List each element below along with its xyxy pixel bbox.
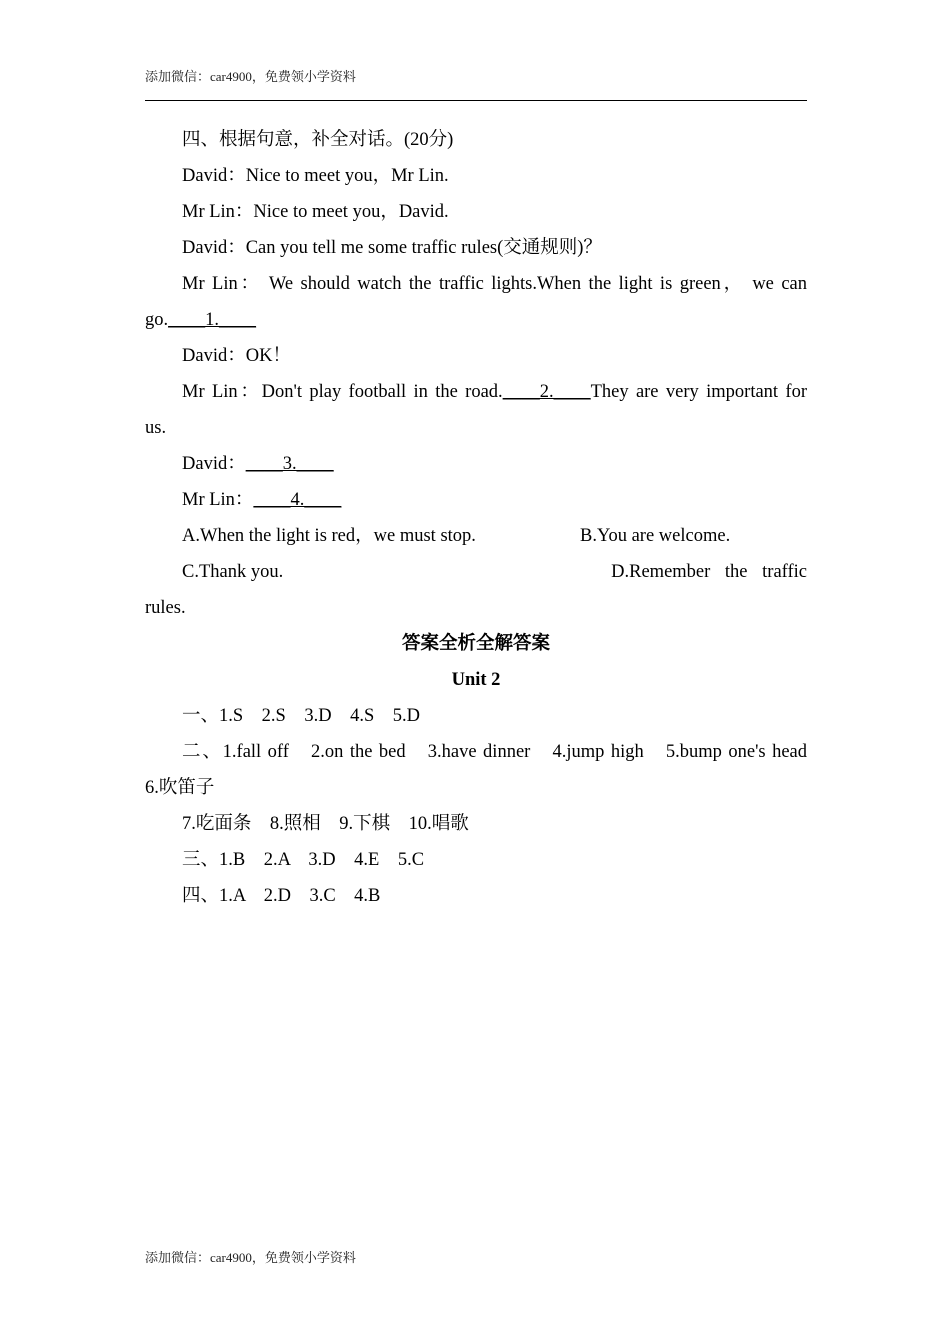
dialogue-text: They are very important for — [590, 382, 807, 402]
dialogue-line: Mr Lin：Nice to meet you，David. — [182, 202, 449, 222]
dialogue-line: David：OK！ — [182, 346, 291, 366]
dialogue-line: David：Can you tell me some traffic rules(交通规则)？ — [182, 238, 602, 258]
option-b: B.You are welcome. — [580, 526, 731, 546]
answer-line: 二、1.fall off 2.on the bed 3.have dinner 4.jump high 5.bump one's head — [182, 742, 807, 762]
options-row — [145, 518, 807, 554]
dialogue-line-continued: us. — [145, 418, 167, 438]
dialogue-line-continued — [145, 302, 807, 338]
dialogue-line: David：Nice to meet you，Mr Lin. — [182, 166, 449, 186]
blank-2: ____2.____ — [502, 382, 591, 402]
page-header: 添加微信：car4900，免费领小学资料 — [145, 69, 356, 84]
blank-1: ____1.____ — [168, 310, 256, 330]
option-c: C.Thank you. — [182, 562, 284, 582]
answer-line-continued: 6.吹笛子 — [145, 778, 215, 798]
option-d-continued: rules. — [145, 598, 186, 618]
document-body — [145, 122, 807, 914]
dialogue-text: David： — [182, 454, 246, 474]
dialogue-line: Mr Lin： We should watch the traffic lights.When the light is green， we can — [182, 274, 807, 294]
unit-heading: Unit 2 — [451, 670, 501, 690]
header-divider — [145, 100, 807, 101]
dialogue-text: Mr Lin： — [182, 490, 254, 510]
option-d: D.Remember the traffic — [611, 562, 807, 582]
blank-3: ____3.____ — [245, 454, 334, 474]
dialogue-line — [145, 374, 807, 410]
option-a: A.When the light is red，we must stop. — [182, 526, 476, 546]
dialogue-text: Mr Lin：Don't play football in the road. — [182, 382, 503, 402]
section-title: 四、根据句意，补全对话。(20分) — [182, 130, 454, 150]
blank-4: ____4.____ — [253, 490, 342, 510]
options-row — [145, 554, 807, 590]
dialogue-text: go. — [145, 310, 169, 330]
dialogue-line — [145, 482, 807, 518]
answer-line: 三、1.B 2.A 3.D 4.E 5.C — [182, 850, 425, 870]
answer-line: 一、1.S 2.S 3.D 4.S 5.D — [182, 706, 420, 726]
page-footer: 添加微信：car4900，免费领小学资料 — [145, 1250, 356, 1265]
answers-title: 答案全析全解答案 — [401, 634, 550, 654]
answer-line: 四、1.A 2.D 3.C 4.B — [182, 886, 381, 906]
answer-line: 7.吃面条 8.照相 9.下棋 10.唱歌 — [182, 814, 469, 834]
dialogue-line — [145, 446, 807, 482]
